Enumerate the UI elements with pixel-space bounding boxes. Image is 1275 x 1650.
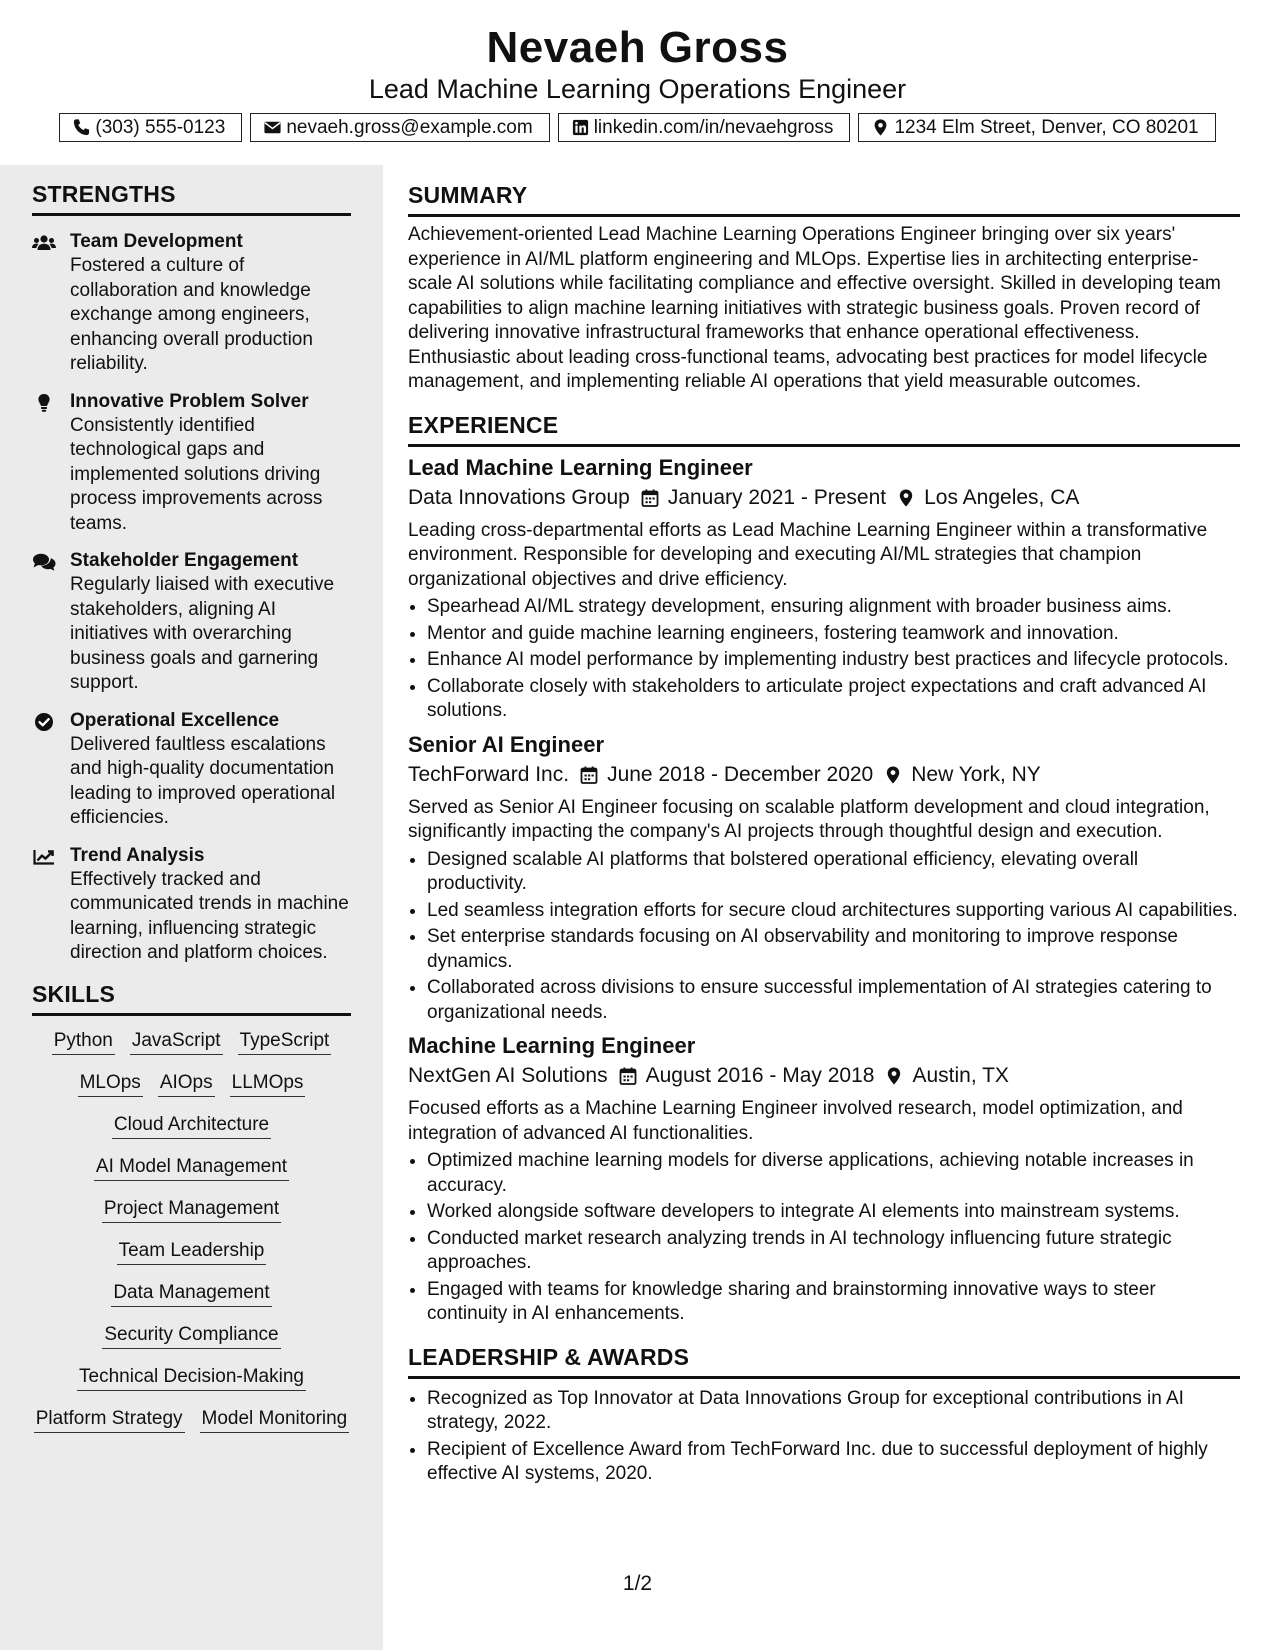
skill-tag: Python [52, 1028, 115, 1055]
skill-tag: Cloud Architecture [112, 1112, 271, 1139]
strength-item [32, 844, 351, 966]
phone-icon [72, 118, 91, 137]
job-company: Data Innovations Group [408, 485, 630, 509]
contact-bar [0, 113, 1275, 142]
summary-heading: SUMMARY [408, 180, 1240, 217]
calendar-icon [618, 1066, 638, 1086]
contact-phone[interactable] [59, 113, 242, 142]
job-dates-group [640, 483, 886, 513]
job-title: Lead Machine Learning Engineer [408, 454, 753, 480]
skill-tag: MLOps [78, 1070, 143, 1097]
strength-item [32, 230, 351, 377]
strength-desc: Delivered faultless escalations and high-quality documentation leading to improved operational efficiencies. [70, 733, 336, 828]
strength-item [32, 709, 351, 831]
list-item: • Conducted market research analyzing trends in AI technology influencing future strategic approaches. [427, 1227, 1240, 1276]
strength-title: Stakeholder Engagement [70, 550, 299, 571]
leadership-list [408, 1387, 1240, 1487]
skills-heading: SKILLS [32, 979, 351, 1016]
skills-list [32, 1028, 351, 1433]
contact-linkedin[interactable] [558, 113, 851, 142]
strengths-heading: STRENGTHS [32, 179, 351, 216]
strengths-list [32, 230, 351, 966]
job-entry [408, 453, 1240, 724]
candidate-title: Lead Machine Learning Operations Engineer [368, 74, 907, 104]
contact-address [858, 113, 1215, 142]
list-item: • Optimized machine learning models for diverse applications, achieving notable increases in accuracy. [427, 1149, 1240, 1198]
job-company: TechForward Inc. [408, 762, 570, 786]
job-location: Austin, TX [912, 1064, 1009, 1087]
job-entry [408, 1031, 1240, 1327]
list-item: • Collaborated across divisions to ensure successful implementation of AI strategies catering to organizational needs. [427, 976, 1240, 1025]
job-location: New York, NY [911, 762, 1041, 786]
contact-address-text: 1234 Elm Street, Denver, CO 80201 [894, 117, 1199, 138]
job-location: Los Angeles, CA [924, 485, 1080, 509]
skill-tag: Model Monitoring [200, 1406, 350, 1433]
experience-heading: EXPERIENCE [408, 410, 1240, 447]
sidebar-content [32, 179, 351, 1433]
map-pin-icon [884, 1066, 904, 1086]
chart-line-icon [32, 847, 56, 867]
linkedin-icon [571, 118, 590, 137]
candidate-name: Nevaeh Gross [486, 23, 789, 72]
contact-phone-text: (303) 555-0123 [95, 117, 226, 138]
contact-email-text: nevaeh.gross@example.com [286, 117, 533, 138]
job-bullets [408, 595, 1240, 724]
job-company: NextGen AI Solutions [408, 1064, 608, 1087]
strength-desc: Regularly liaised with executive stakeholders, aligning AI initiatives with overarching business goals and garnering support. [70, 574, 335, 693]
skill-tag: TypeScript [238, 1028, 332, 1055]
job-dates-group [618, 1061, 875, 1091]
job-title: Senior AI Engineer [408, 731, 605, 757]
list-item: • Led seamless integration efforts for secure cloud architectures supporting various AI capabilities. [427, 899, 1240, 924]
job-meta [408, 1061, 1240, 1091]
job-description: Served as Senior AI Engineer focusing on scalable platform development and cloud integration, significantly impacting the company's AI projects through thoughtful design and execution. [408, 796, 1210, 842]
strength-title: Innovative Problem Solver [70, 390, 309, 412]
skill-tag: Platform Strategy [34, 1406, 185, 1433]
lightbulb-icon [32, 393, 56, 413]
list-item: • Collaborate closely with stakeholders to articulate project expectations and craft advanced AI solutions. [427, 675, 1240, 724]
list-item: • Recipient of Excellence Award from TechForward Inc. due to successful deployment of highly effective AI systems, 2020. [427, 1438, 1240, 1487]
list-item: • Spearhead AI/ML strategy development, ensuring alignment with broader business aims. [427, 595, 1240, 620]
strength-item [32, 549, 351, 696]
comments-icon [32, 552, 56, 572]
job-location-group [884, 1061, 1009, 1091]
calendar-icon [640, 488, 660, 508]
calendar-icon [579, 765, 599, 785]
resume-header [0, 0, 1275, 165]
map-pin-icon [896, 488, 916, 508]
map-pin-icon [871, 118, 890, 137]
map-pin-icon [883, 765, 903, 785]
strength-desc: Effectively tracked and communicated trends in machine learning, influencing strategic direction and platform choices. [70, 868, 349, 963]
job-location-group [883, 760, 1041, 790]
list-item: • Enhance AI model performance by implementing industry best practices and lifecycle protocols. [427, 648, 1240, 673]
skill-tag: LLMOps [230, 1070, 306, 1097]
list-item: • Set enterprise standards focusing on AI observability and monitoring to improve response dynamics. [427, 925, 1240, 974]
list-item: • Worked alongside software developers to integrate AI elements into mainstream systems. [427, 1200, 1240, 1225]
strength-title: Trend Analysis [70, 844, 205, 866]
skill-tag: JavaScript [130, 1028, 223, 1055]
skill-tag: Security Compliance [102, 1322, 280, 1349]
job-meta [408, 483, 1240, 513]
skill-tag: AI Model Management [94, 1154, 289, 1181]
job-dates: June 2018 - December 2020 [607, 762, 874, 786]
list-item: • Engaged with teams for knowledge sharing and brainstorming innovative ways to steer continuity in AI enhancements. [427, 1278, 1240, 1327]
page-number: 1/2 [622, 1572, 653, 1595]
skill-tag: Data Management [111, 1280, 271, 1307]
job-bullets [408, 1149, 1240, 1327]
job-dates: January 2021 - Present [667, 485, 887, 509]
job-entry [408, 730, 1240, 1026]
main-content [408, 180, 1240, 1489]
summary-text: Achievement-oriented Lead Machine Learning Operations Engineer bringing over six years' experience in AI/ML platform engineering and MLOps. Expertise lies in architecting enterprise-scale AI solutions while facilitating compliance and effective oversight. Skilled in developing team capabilities to align machine learning initiatives with strategic business goals. Proven record of delivering innovative infrastructural frameworks that enhance operational effectiveness. Enthusiastic about leading cross-functional teams, advocating best practices for model lifecycle management, and implementing reliable AI operations that yield measurable outcomes. [408, 224, 1221, 392]
job-dates: August 2016 - May 2018 [645, 1064, 875, 1087]
strength-title: Team Development [70, 231, 243, 252]
skill-tag: Project Management [102, 1196, 281, 1223]
list-item: • Recognized as Top Innovator at Data Innovations Group for exceptional contributions in AI strategy, 2022. [427, 1387, 1240, 1436]
check-circle-icon [32, 712, 56, 732]
skill-tag: Team Leadership [117, 1238, 267, 1265]
job-description: Focused efforts as a Machine Learning Engineer involved research, model optimization, and integration of advanced AI functionalities. [408, 1098, 1183, 1144]
job-description: Leading cross-departmental efforts as Lead Machine Learning Engineer within a transformative environment. Responsible for developing and executing AI/ML strategies that champion organizational objectives and drive efficiency. [408, 519, 1208, 590]
list-item: • Mentor and guide machine learning engineers, fostering teamwork and innovation. [427, 622, 1240, 647]
sidebar [0, 165, 383, 1650]
contact-email[interactable] [250, 113, 549, 142]
envelope-icon [263, 118, 282, 137]
users-icon [32, 233, 56, 253]
strength-desc: Fostered a culture of collaboration and knowledge exchange among engineers, enhancing overall production reliability. [70, 255, 313, 374]
leadership-heading: LEADERSHIP & AWARDS [408, 1342, 1240, 1379]
skill-tag: AIOps [158, 1070, 215, 1097]
job-location-group [896, 483, 1079, 513]
strength-desc: Consistently identified technological gaps and implemented solutions driving process improvements across teams. [70, 414, 323, 534]
contact-linkedin-text: linkedin.com/in/nevaehgross [593, 117, 834, 138]
job-meta [408, 760, 1240, 790]
strength-item [32, 390, 351, 537]
list-item: • Designed scalable AI platforms that bolstered operational efficiency, elevating overall productivity. [427, 848, 1240, 897]
job-bullets [408, 848, 1240, 1026]
skill-tag: Technical Decision-Making [77, 1364, 306, 1391]
job-dates-group [579, 760, 873, 790]
strength-title: Operational Excellence [70, 709, 280, 731]
job-title: Machine Learning Engineer [408, 1033, 696, 1058]
